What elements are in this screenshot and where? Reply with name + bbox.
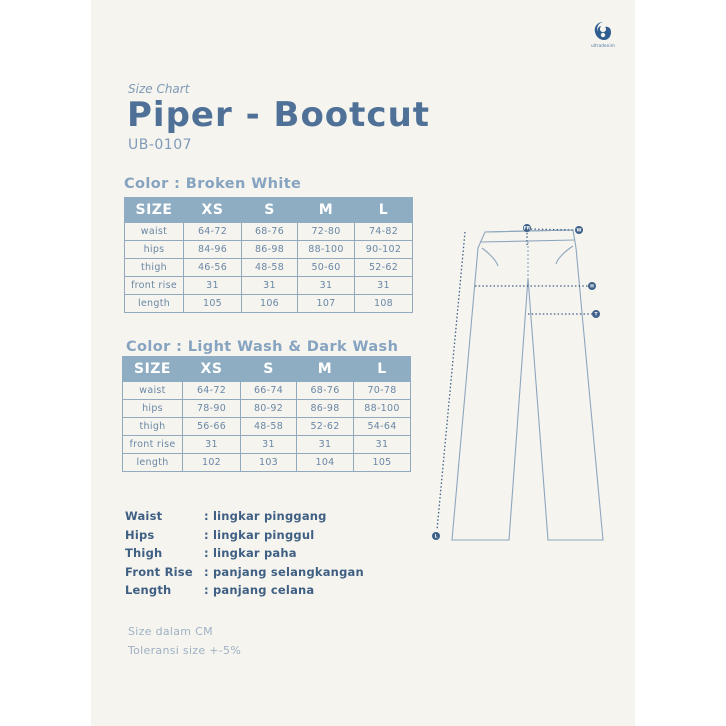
length-line bbox=[437, 232, 465, 530]
table-cell: 31 bbox=[354, 436, 411, 454]
glossary-term: Front Rise bbox=[125, 564, 193, 579]
table-cell: 108 bbox=[355, 295, 413, 313]
column-header: L bbox=[354, 357, 411, 382]
chart-subtitle: Size Chart bbox=[128, 82, 190, 96]
glossary-term: Hips bbox=[125, 527, 155, 542]
table-row bbox=[125, 277, 413, 295]
glossary-desc: : lingkar pinggang bbox=[204, 509, 327, 523]
marker-waist-label: W bbox=[576, 228, 582, 234]
table-cell: thigh bbox=[123, 418, 183, 436]
table-cell: front rise bbox=[123, 436, 183, 454]
column-header: M bbox=[297, 357, 354, 382]
table-cell: 88-100 bbox=[354, 400, 411, 418]
glossary-desc: : panjang selangkangan bbox=[204, 564, 364, 579]
note-tolerance: Toleransi size +-5% bbox=[128, 644, 242, 657]
table-cell: 52-62 bbox=[355, 259, 413, 277]
table-cell: 48-58 bbox=[241, 418, 297, 436]
size-table-broken-white bbox=[124, 197, 413, 313]
table-cell: 31 bbox=[355, 277, 413, 295]
pants-outline bbox=[452, 230, 603, 540]
brand-name: ultradenim bbox=[591, 43, 615, 48]
table-row bbox=[123, 400, 411, 418]
table-row bbox=[125, 223, 413, 241]
column-header: M bbox=[298, 198, 355, 223]
table-cell: 50-60 bbox=[298, 259, 355, 277]
marker-front-rise bbox=[523, 224, 531, 232]
column-header: SIZE bbox=[123, 357, 183, 382]
marker-hips bbox=[588, 282, 596, 290]
table-cell: 107 bbox=[298, 295, 355, 313]
table-cell: length bbox=[123, 454, 183, 472]
product-title: Piper - Bootcut bbox=[127, 95, 431, 135]
marker-front-rise-label: FR bbox=[523, 226, 531, 232]
table-cell: 31 bbox=[297, 436, 354, 454]
size-table-light-dark-wash bbox=[122, 356, 411, 472]
table-row bbox=[123, 436, 411, 454]
table-cell: waist bbox=[123, 382, 183, 400]
column-header: XS bbox=[184, 198, 242, 223]
table-cell: 106 bbox=[242, 295, 298, 313]
table-row bbox=[123, 454, 411, 472]
table-cell: 46-56 bbox=[184, 259, 242, 277]
marker-thigh bbox=[592, 310, 600, 318]
table-cell: 105 bbox=[354, 454, 411, 472]
table-cell: hips bbox=[125, 241, 184, 259]
table-cell: 102 bbox=[183, 454, 241, 472]
brand-logo-icon bbox=[592, 20, 614, 42]
table-cell: 90-102 bbox=[355, 241, 413, 259]
table-cell: 74-82 bbox=[355, 223, 413, 241]
table-cell: 86-98 bbox=[297, 400, 354, 418]
glossary-term: Thigh bbox=[125, 546, 163, 561]
pants-diagram bbox=[430, 220, 620, 550]
table-cell: 70-78 bbox=[354, 382, 411, 400]
table-cell: 68-76 bbox=[297, 382, 354, 400]
table-row bbox=[125, 241, 413, 259]
table-cell: 64-72 bbox=[183, 382, 241, 400]
column-header: L bbox=[355, 198, 413, 223]
glossary-term: Length bbox=[125, 583, 172, 598]
table-cell: waist bbox=[125, 223, 184, 241]
column-header: S bbox=[242, 198, 298, 223]
column-header: XS bbox=[183, 357, 241, 382]
table-cell: 31 bbox=[298, 277, 355, 295]
table-cell: 64-72 bbox=[184, 223, 242, 241]
table-cell: hips bbox=[123, 400, 183, 418]
table-cell: 78-90 bbox=[183, 400, 241, 418]
glossary-desc: : lingkar paha bbox=[204, 546, 297, 561]
column-header: S bbox=[241, 357, 297, 382]
marker-length-label: L bbox=[434, 534, 438, 540]
table-cell: 103 bbox=[241, 454, 297, 472]
marker-hips-label: H bbox=[590, 284, 594, 290]
table-cell: 31 bbox=[242, 277, 298, 295]
table-header-row bbox=[123, 357, 411, 382]
table-cell: 72-80 bbox=[298, 223, 355, 241]
table-cell: 31 bbox=[241, 436, 297, 454]
table-cell: 68-76 bbox=[242, 223, 298, 241]
table-cell: 105 bbox=[184, 295, 242, 313]
table-cell: 54-64 bbox=[354, 418, 411, 436]
column-header: SIZE bbox=[125, 198, 184, 223]
table-cell: 66-74 bbox=[241, 382, 297, 400]
table-cell: 80-92 bbox=[241, 400, 297, 418]
marker-thigh-label: T bbox=[594, 312, 598, 318]
marker-waist bbox=[575, 226, 583, 234]
table-cell: 48-58 bbox=[242, 259, 298, 277]
table-cell: 104 bbox=[297, 454, 354, 472]
table-cell: 31 bbox=[183, 436, 241, 454]
product-code: UB-0107 bbox=[128, 137, 193, 153]
table-cell: 88-100 bbox=[298, 241, 355, 259]
table-cell: 86-98 bbox=[242, 241, 298, 259]
color-label-broken-white: Color : Broken White bbox=[124, 176, 302, 192]
glossary-desc: : lingkar pinggul bbox=[204, 527, 315, 542]
glossary-term: Waist bbox=[125, 509, 163, 523]
table-cell: 56-66 bbox=[183, 418, 241, 436]
color-label-light-dark-wash: Color : Light Wash & Dark Wash bbox=[126, 339, 399, 355]
pants-pocket-right bbox=[556, 246, 573, 264]
brand-logo bbox=[588, 20, 618, 48]
table-cell: front rise bbox=[125, 277, 184, 295]
table-cell: 52-62 bbox=[297, 418, 354, 436]
table-row bbox=[125, 295, 413, 313]
table-cell: thigh bbox=[125, 259, 184, 277]
size-notes bbox=[128, 625, 241, 663]
table-cell: 31 bbox=[184, 277, 242, 295]
table-row bbox=[123, 418, 411, 436]
table-cell: length bbox=[125, 295, 184, 313]
table-row bbox=[125, 259, 413, 277]
table-cell: 84-96 bbox=[184, 241, 242, 259]
glossary-desc: : panjang celana bbox=[204, 583, 315, 598]
pants-pocket-left bbox=[482, 248, 498, 266]
table-header-row bbox=[125, 198, 413, 223]
marker-length bbox=[432, 532, 440, 540]
table-row bbox=[123, 382, 411, 400]
note-unit: Size dalam CM bbox=[128, 625, 213, 638]
